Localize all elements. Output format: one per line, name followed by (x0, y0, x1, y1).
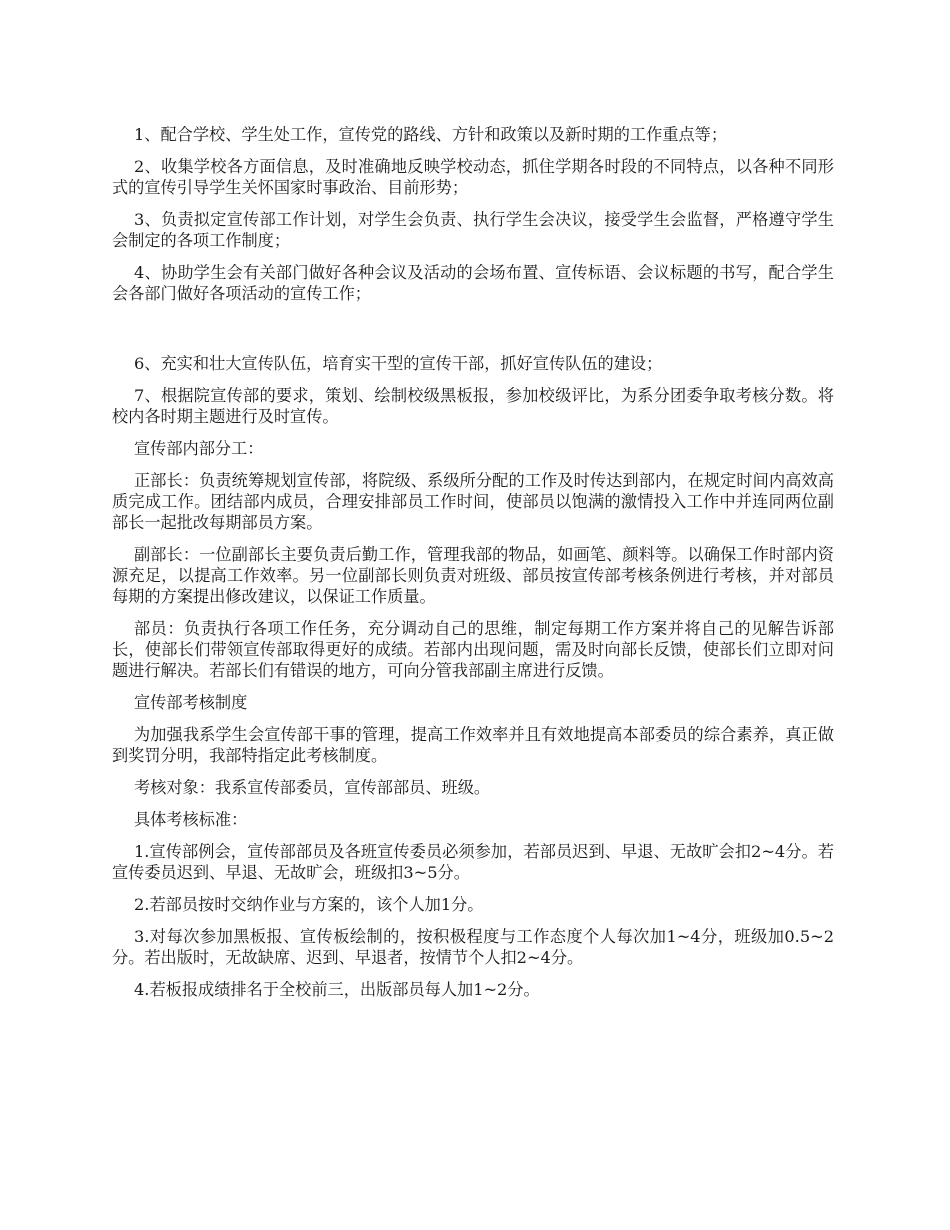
paragraph-duty-7: 7、根据院宣传部的要求，策划、绘制校级黑板报，参加校级评比，为系分团委争取考核分数。将校内各时期主题进行及时宣传。 (112, 386, 834, 426)
paragraph-criterion-1: 1.宣传部例会，宣传部部员及各班宣传委员必须参加，若部员迟到、早退、无故旷会扣2~4分。若宣传委员迟到、早退、无故旷会，班级扣3~5分。 (112, 842, 834, 882)
paragraph-director: 正部长：负责统筹规划宣传部，将院级、系级所分配的工作及时传达到部内，在规定时间内高效高质完成工作。团结部内成员，合理安排部员工作时间，使部员以饱满的激情投入工作中并连同两位副部长一起批改每期部员方案。 (112, 471, 834, 532)
document-body (112, 124, 834, 1011)
section-heading-assessment: 宣传部考核制度 (134, 693, 248, 712)
paragraph-member: 部员：负责执行各项工作任务，充分调动自己的思维，制定每期工作方案并将自己的见解告诉部长，使部长们带领宣传部取得更好的成绩。若部内出现问题，需及时向部长反馈，使部长们立即对问题进行解决。若部长们有错误的地方，可向分管我部副主席进行反馈。 (112, 619, 834, 680)
paragraph-deputy-director: 副部长：一位副部长主要负责后勤工作，管理我部的物品，如画笔、颜料等。以确保工作时部内资源充足，以提高工作效率。另一位副部长则负责对班级、部员按宣传部考核条例进行考核，并对部员每期的方案提出修改建议，以保证工作质量。 (112, 545, 834, 606)
paragraph-criterion-4: 4.若板报成绩排名于全校前三，出版部员每人加1~2分。 (134, 980, 540, 999)
paragraph-duty-1: 1、配合学校、学生处工作，宣传党的路线、方针和政策以及新时期的工作重点等； (134, 125, 728, 144)
paragraph-criterion-3: 3.对每次参加黑板报、宣传板绘制的，按积极程度与工作态度个人每次加1~4分，班级加0.5~2分。若出版时，无故缺席、迟到、早退者，按情节个人扣2~4分。 (112, 927, 834, 967)
paragraph-duty-4: 4、协助学生会有关部门做好各种会议及活动的会场布置、宣传标语、会议标题的书写，配合学生会各部门做好各项活动的宣传工作； (112, 263, 834, 303)
paragraph-assessment-target: 考核对象：我系宣传部委员，宣传部部员、班级。 (134, 778, 491, 797)
paragraph-assessment-intro: 为加强我系学生会宣传部干事的管理，提高工作效率并且有效地提高本部委员的综合素养，真正做到奖罚分明，我部特指定此考核制度。 (112, 725, 834, 765)
paragraph-gap (112, 315, 834, 353)
paragraph-duty-6: 6、充实和壮大宣传队伍，培育实干型的宣传干部，抓好宣传队伍的建设； (134, 354, 663, 373)
paragraph-duty-3: 3、负责拟定宣传部工作计划，对学生会负责、执行学生会决议，接受学生会监督，严格遵守学生会制定的各项工作制度； (112, 210, 834, 250)
paragraph-duty-2: 2、收集学校各方面信息，及时准确地反映学校动态，抓住学期各时段的不同特点，以各种不同形式的宣传引导学生关怀国家时事政治、目前形势； (112, 157, 834, 197)
section-heading-criteria: 具体考核标准： (134, 810, 248, 829)
paragraph-criterion-2: 2.若部员按时交纳作业与方案的，该个人加1分。 (134, 895, 484, 914)
section-heading-division: 宣传部内部分工： (134, 439, 264, 458)
